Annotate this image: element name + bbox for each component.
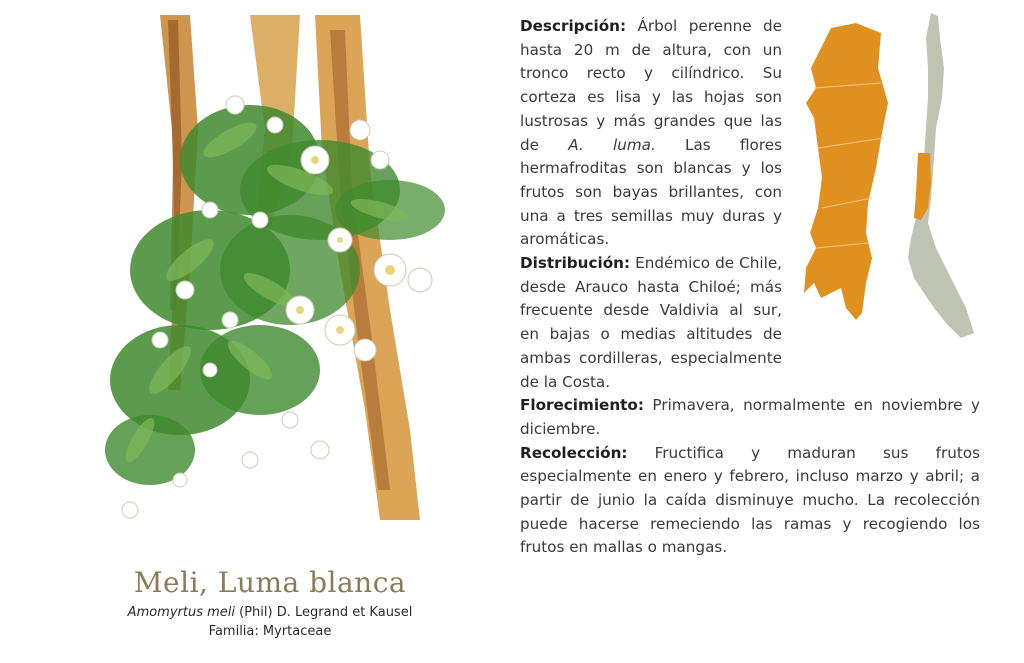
scientific-name [60,605,480,620]
descripcion-italic: A. luma. [568,135,656,154]
descripcion-text-2: Las flores hermafroditas son blancas y los frutos son bayas brillantes, con una a tres semillas muy duras y aromáticas. [520,135,782,249]
florecimiento-text: Primavera, normalmente en noviembre y diciembre. [520,396,980,438]
recoleccion-text: Fructifica y maduran sus frutos especialmente en enero y febrero, incluso marzo y abril; a partir de junio la caída disminuye mucho. La recolección puede hacerse remeciendo las ramas y recogiendo los frutos en mallas o mangas. [520,443,980,557]
family-name: Familia: Myrtaceae [208,624,332,639]
section-distribucion [520,252,782,394]
botanical-illustration [60,10,490,550]
section-recoleccion [520,442,980,561]
recoleccion-label: Recolección: [520,443,628,462]
scientific-name-authors: (Phil) D. Legrand et Kausel [235,605,413,620]
common-name: Meli, Luma blanca [133,566,407,599]
florecimiento-label: Florecimiento: [520,396,644,415]
section-descripcion [520,15,782,252]
distribucion-label: Distribución: [520,254,631,273]
species-description [520,15,980,560]
descripcion-label: Descripción: [520,17,627,35]
section-florecimiento [520,394,980,441]
descripcion-text-1: Árbol perenne de hasta 20 m de altura, con un tronco recto y cilíndrico. Su corteza es lisa y las hojas son lustrosas y más grandes que las de [520,17,782,154]
distribucion-text: Endémico de Chile, desde Arauco hasta Chiloé; más frecuente desde Valdivia al sur, en bajas o medias altitudes de ambas cordilleras, especialmente de la Costa. [520,254,782,391]
scientific-name-genus-species: Amomyrtus meli [127,605,236,620]
